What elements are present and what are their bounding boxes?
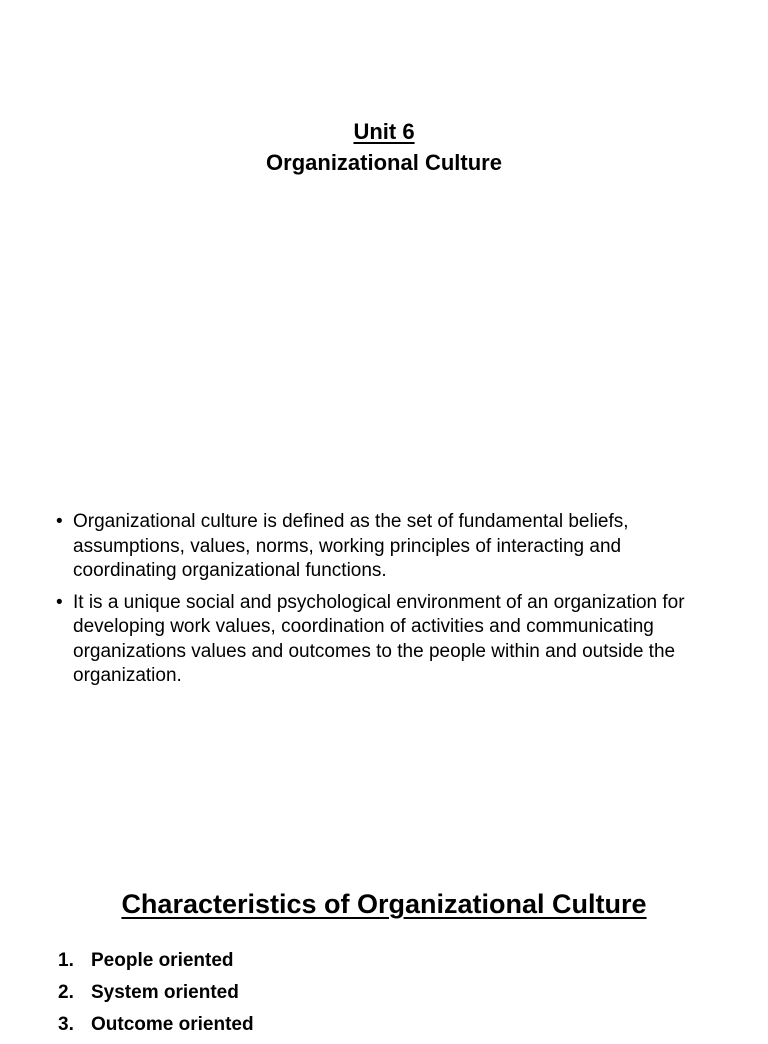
unit-heading [0, 116, 768, 147]
bullet-item [56, 510, 716, 584]
bullet-icon: • [56, 511, 63, 532]
unit-label: Unit 6 [353, 119, 415, 144]
list-item-label: Outcome oriented [91, 1014, 254, 1035]
list-item-label: System oriented [91, 982, 239, 1003]
list-item-label: People oriented [91, 950, 234, 971]
definition-bullet-list [56, 510, 716, 696]
bullet-icon: • [56, 591, 63, 613]
slide-title-block [0, 116, 768, 178]
bullet-text: Organizational culture is defined as the set of fundamental beliefs, assumptions, values, norms, working principles of interacting and coordinating organizational functions. [73, 511, 629, 581]
list-number: 3. [58, 1014, 74, 1035]
bullet-text: It is a unique social and psychological environment of an organization for developing work values, coordination of activities and communicating organizations values and outcomes to the people within and outside the organization. [73, 591, 685, 686]
list-item [58, 980, 254, 1006]
page-title: Organizational Culture [266, 150, 502, 175]
list-number: 1. [58, 950, 74, 971]
section-heading: Characteristics of Organizational Culture [121, 889, 647, 919]
bullet-item [56, 591, 716, 689]
list-item [58, 948, 254, 974]
characteristics-list [58, 948, 254, 1044]
list-item [58, 1012, 254, 1038]
list-number: 2. [58, 982, 74, 1003]
